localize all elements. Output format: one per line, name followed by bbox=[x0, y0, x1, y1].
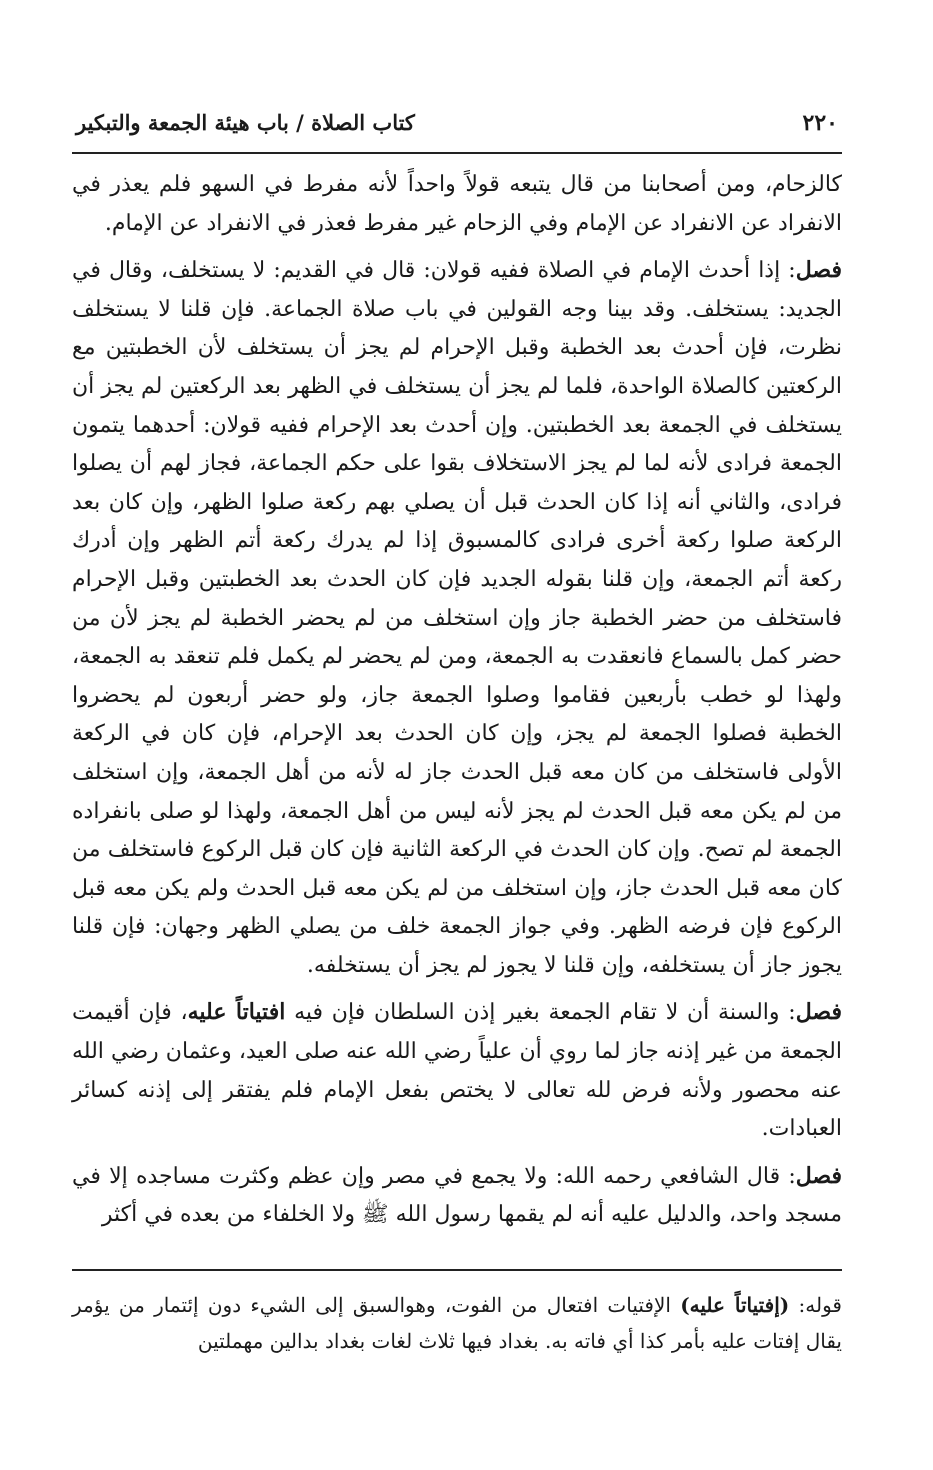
paragraph-text: : والسنة أن لا تقام الجمعة بغير إذن السلطان فإن فيه bbox=[285, 1000, 796, 1026]
paragraph-text: : إذا أحدث الإمام في الصلاة ففيه قولان: قال في القديم: لا يستخلف، وقال في الجديد: يستخلف. وقد بينا وجه القولين في باب صلاة الجماعة. فإن قلنا لا يستخلف نظرت، فإن أحدث بعد الخطبة وقبل الإحرام لم يجز أن يستخلف لأن الخطبتين مع الركعتين كالصلاة الواحدة، فلما لم يجز أن يستخلف في الظهر بعد الركعتين لم يجز أن يستخلف في الجمعة بعد الخطبتين. وإن أحدث بعد الإحرام ففيه قولان: أحدهما يتمون الجمعة فرادى لأنه لما لم يجز الاستخلاف بقوا على حكم الجماعة، فجاز لهم أن يصلوا فرادى، والثاني أنه إذا كان الحدث قبل أن يصلي بهم ركعة صلوا الظهر، وإن كان بعد الركعة صلوا ركعة أخرى فرادى كالمسبوق إذا لم يدرك ركعة أتم الظهر وإن أدرك ركعة أتم الجمعة، وإن قلنا بقوله الجديد فإن كان الحدث بعد الخطبتين وقبل الإحرام فاستخلف من حضر الخطبة جاز وإن استخلف من لم يحضر الخطبة لم يجز لأن من حضر كمل بالسماع فانعقدت به الجمعة، ومن لم يحضر لم يكمل فلم تنعقد به الجمعة، ولهذا لو خطب بأربعين فقاموا وصلوا الجمعة جاز، ولو حضر أربعون لم يحضروا الخطبة فصلوا الجمعة لم يجز، وإن كان الحدث بعد الإحرام، فإن كان في الركعة الأولى فاستخلف من كان معه قبل الحدث جاز له لأنه من أهل الجمعة، وإن استخلف من لم يكن معه قبل الحدث لم يجز لأنه ليس من أهل الجمعة، ولهذا لو صلى بانفراده الجمعة لم تصح. وإن كان الحدث في الركعة الثانية فإن كان قبل الركوع فاستخلف من كان معه قبل الحدث جاز، وإن استخلف من لم يكن معه قبل الحدث ولم يكن معه قبل الركوع فإن فرضه الظهر. وفي جواز الجمعة خلف من يصلي الظهر وجهان: فإن قلنا يجوز جاز أن يستخلفه، وإن قلنا لا يجوز لم يجز أن يستخلفه. bbox=[72, 258, 842, 978]
paragraph-text: ، فإن أقيمت الجمعة من غير إذنه جاز لما روي أن علياً رضي الله عنه صلى العيد، وعثمان رضي الله عنه محصور ولأنه فرض لله تعالى لا يختص بفعل الإمام فلم يفتقر إلى إذنه كسائر العبادات. bbox=[72, 1000, 842, 1142]
footnote-divider bbox=[72, 1269, 842, 1271]
paragraph bbox=[72, 251, 842, 985]
running-header bbox=[72, 110, 842, 154]
section-marker: فصل bbox=[795, 999, 842, 1026]
paragraph bbox=[72, 1157, 842, 1235]
footnote-term: (إفتياتاً عليه) bbox=[680, 1293, 790, 1318]
paragraph-text: : قال الشافعي رحمه الله: ولا يجمع في مصر وإن عظم وكثرت مساجده إلا في مسجد واحد، والدليل عليه أنه لم يقمها رسول الله ﷺ ولا الخلفاء من بعده في أكثر bbox=[72, 1163, 842, 1228]
footnote-prefix: قوله: bbox=[789, 1293, 842, 1318]
paragraph bbox=[72, 166, 842, 243]
main-text bbox=[72, 166, 842, 1235]
section-marker: فصل bbox=[795, 1162, 842, 1189]
page-number: ٢٢٠ bbox=[802, 110, 838, 136]
paragraph bbox=[72, 993, 842, 1148]
footnote bbox=[72, 1287, 842, 1359]
book-page bbox=[72, 110, 842, 1359]
paragraph-text: كالزحام، ومن أصحابنا من قال يتبعه قولاً واحداً لأنه مفرط في السهو فلم يعذر في الانفراد عن الانفراد عن الإمام وفي الزحام غير مفرط فعذر في الانفراد عن الإمام. bbox=[72, 172, 842, 236]
section-marker: فصل bbox=[795, 257, 842, 284]
bold-term: افتياتاً عليه bbox=[187, 999, 286, 1026]
footnote-text: الإفتيات افتعال من الفوت، وهوالسبق إلى الشيء دون إئتمار من يؤمر يقال إفتات عليه بأمر كذا أي فاته به. بغداد فيها ثلاث لغات بغداد بدالين مهملتين bbox=[72, 1293, 842, 1354]
chapter-title: كتاب الصلاة / باب هيئة الجمعة والتبكير bbox=[76, 110, 415, 135]
